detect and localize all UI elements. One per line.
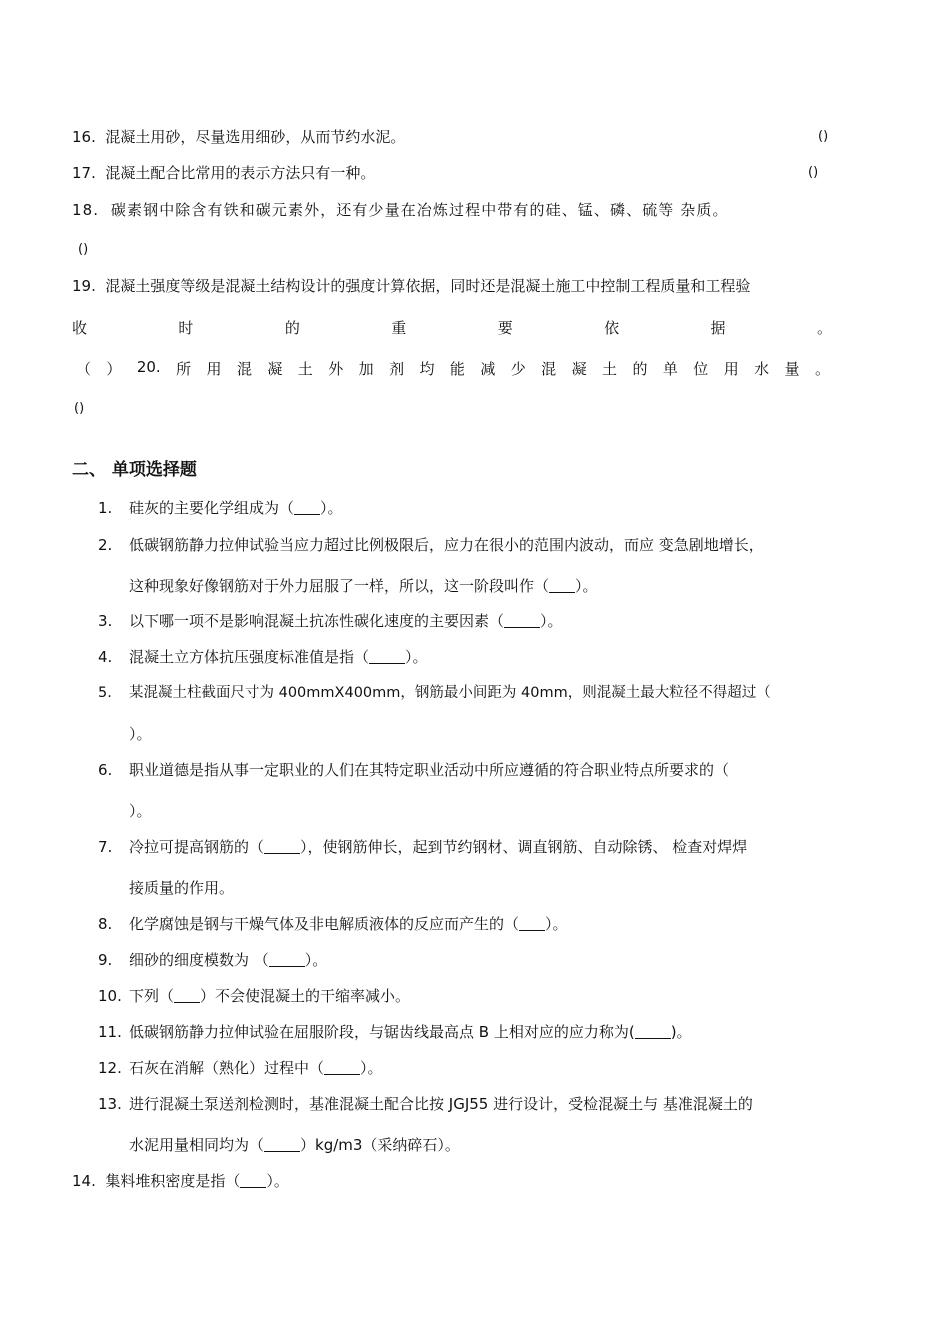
text-char: 位: [693, 360, 709, 378]
text-char: 土: [602, 360, 618, 378]
question-text: 硅灰的主要化学组成为（: [129, 499, 295, 517]
question-text: 混凝土强度等级是混凝土结构设计的强度计算依据，同时还是混凝土施工中控制工程质量和工程验: [105, 277, 751, 295]
question-number: 13.: [98, 1095, 122, 1113]
question-text: )。: [670, 1023, 692, 1041]
question-11: [98, 1022, 692, 1042]
answer-blank[interactable]: [264, 1137, 300, 1152]
question-2: [98, 535, 764, 555]
text-char: 剂: [389, 360, 405, 378]
text-char: 混: [541, 360, 557, 378]
question-5: [98, 683, 771, 703]
question-19-continuation: [72, 317, 832, 338]
answer-blank[interactable]: [240, 1173, 266, 1188]
answer-blank[interactable]: [294, 500, 320, 515]
text-char: 依: [604, 319, 620, 337]
question-8: [98, 914, 568, 934]
text-char: 。: [814, 360, 830, 378]
answer-blank[interactable]: [519, 916, 545, 931]
question-text: 低碳钢筋静力拉伸试验当应力超过比例极限后，应力在很小的范围内波动，而应 变急剧地增长，: [129, 536, 764, 554]
text-char: 加: [358, 360, 374, 378]
text-char: 所: [176, 360, 192, 378]
question-text: 混凝土配合比常用的表示方法只有一种。: [105, 164, 376, 182]
question-4: [98, 647, 428, 667]
question-number: 9.: [98, 951, 113, 969]
question-5-continuation: ）。: [129, 725, 152, 743]
answer-blank[interactable]: [635, 1024, 671, 1039]
question-number: 7.: [98, 838, 113, 856]
text-char: 水: [754, 360, 770, 378]
question-13-continuation: [129, 1135, 460, 1155]
question-text: ）。: [405, 648, 428, 666]
answer-blank[interactable]: [504, 613, 540, 628]
question-18: [72, 200, 729, 220]
answer-bracket[interactable]: (): [808, 165, 819, 180]
question-number: 3.: [98, 612, 113, 630]
question-10: [98, 986, 410, 1006]
question-text: ）kg/m3（采纳碎石）。: [300, 1136, 460, 1154]
answer-bracket[interactable]: (): [818, 129, 829, 144]
answer-bracket-open[interactable]: （: [76, 360, 92, 378]
question-number: 14.: [72, 1172, 96, 1190]
question-text: ）。: [540, 612, 563, 630]
question-text: ）。: [360, 1059, 383, 1077]
question-number: 16.: [72, 128, 96, 146]
question-text: 低碳钢筋静力拉伸试验在屈服阶段，与锯齿线最高点 B 上相对应的应力称为(: [129, 1023, 635, 1041]
question-7: [98, 837, 747, 857]
question-number: 10.: [98, 987, 122, 1005]
answer-blank[interactable]: [174, 988, 200, 1003]
question-16: [72, 127, 405, 147]
question-number: 19.: [72, 277, 96, 295]
question-text: ）。: [575, 577, 598, 595]
question-text: 职业道德是指从事一定职业的人们在其特定职业活动中所应遵循的符合职业特点所要求的（: [129, 761, 730, 779]
question-number: 5.: [98, 685, 112, 701]
text-char: 。: [816, 319, 832, 337]
question-12: [98, 1058, 383, 1078]
answer-blank[interactable]: [264, 839, 300, 854]
question-text: 这种现象好像钢筋对于外力屈服了一样，所以，这一阶段叫作（: [129, 577, 550, 595]
text-char: 减: [480, 360, 496, 378]
answer-bracket[interactable]: (): [78, 242, 89, 257]
question-number: 2.: [98, 536, 113, 554]
text-char: 据: [710, 319, 726, 337]
question-text: 进行混凝土泵送剂检测时，基准混凝土配合比按 JGJ55 进行设计，受检混凝土与 基准混凝土的: [129, 1095, 753, 1113]
question-text: 以下哪一项不是影响混凝土抗冻性碳化速度的主要因素（: [129, 612, 505, 630]
question-14: [72, 1171, 289, 1191]
answer-blank[interactable]: [324, 1060, 360, 1075]
question-text: 混凝土立方体抗压强度标准值是指（: [129, 648, 370, 666]
text-char: 用: [206, 360, 222, 378]
text-char: 重: [391, 319, 407, 337]
question-text: 化学腐蚀是钢与干燥气体及非电解质液体的反应而产生的（: [129, 915, 520, 933]
question-text: 石灰在消解（熟化）过程中（: [129, 1059, 325, 1077]
text-char: 量: [784, 360, 800, 378]
text-char: 外: [328, 360, 344, 378]
question-number: 18.: [72, 201, 100, 219]
text-char: 凝: [267, 360, 283, 378]
question-number: 6.: [98, 761, 113, 779]
question-text: 下列（: [129, 987, 175, 1005]
text-char: 凝: [571, 360, 587, 378]
question-9: [98, 950, 327, 970]
text-char: 时: [178, 319, 194, 337]
answer-blank[interactable]: [549, 578, 575, 593]
question-number: 4.: [98, 648, 113, 666]
question-2-continuation: [129, 576, 598, 596]
question-text: 集料堆积密度是指（: [105, 1172, 241, 1190]
question-number: 11.: [98, 1023, 122, 1041]
question-number: 17.: [72, 164, 96, 182]
question-text: 某混凝土柱截面尺寸为 400mmX400mm，钢筋最小间距为 40mm，则混凝土最大粒径不得超过（: [129, 685, 771, 701]
text-char: 单: [662, 360, 678, 378]
question-20: [76, 358, 830, 379]
text-char: 能: [449, 360, 465, 378]
answer-blank[interactable]: [369, 649, 405, 664]
question-17: [72, 163, 375, 183]
question-text: ）不会使混凝土的干缩率减小。: [200, 987, 411, 1005]
question-text: ）。: [545, 915, 568, 933]
text-char: 收: [72, 319, 88, 337]
question-number: 8.: [98, 915, 113, 933]
question-text: 水泥用量相同均为（: [129, 1136, 265, 1154]
question-text: ），使钢筋伸长，起到节约钢材、调直钢筋、自动除锈、 检查对焊焊: [300, 838, 748, 856]
text-char: 的: [632, 360, 648, 378]
question-number: 1.: [98, 499, 113, 517]
question-3: [98, 611, 563, 631]
text-char: 土: [297, 360, 313, 378]
question-text: ）。: [320, 499, 343, 517]
question-7-continuation: 接质量的作用。: [129, 879, 235, 897]
answer-bracket[interactable]: (): [74, 401, 85, 416]
question-text: 冷拉可提高钢筋的（: [129, 838, 265, 856]
question-number: 20.: [136, 358, 161, 376]
question-text: ）。: [304, 951, 328, 969]
text-char: 少: [510, 360, 526, 378]
text-char: 用: [723, 360, 739, 378]
question-text: 细砂的细度模数为 （: [129, 951, 269, 969]
question-13: [98, 1094, 753, 1114]
question-number: 12.: [98, 1059, 122, 1077]
question-1: [98, 498, 343, 518]
text-char: 混: [236, 360, 252, 378]
section-title: 二、 单项选择题: [72, 460, 197, 480]
question-text: 混凝土用砂，尽量选用细砂，从而节约水泥。: [105, 128, 406, 146]
question-6: [98, 760, 729, 780]
text-char: 均: [419, 360, 435, 378]
text-char: 的: [284, 319, 300, 337]
question-6-continuation: ）。: [129, 802, 152, 820]
question-text: ）。: [266, 1172, 289, 1190]
question-text: 碳素钢中除含有铁和碳元素外，还有少量在冶炼过程中带有的硅、锰、磷、硫等 杂质。: [110, 201, 729, 219]
text-char: 要: [497, 319, 513, 337]
question-19: [72, 276, 750, 296]
answer-bracket-close[interactable]: ）: [106, 360, 122, 378]
answer-blank[interactable]: [269, 952, 305, 967]
